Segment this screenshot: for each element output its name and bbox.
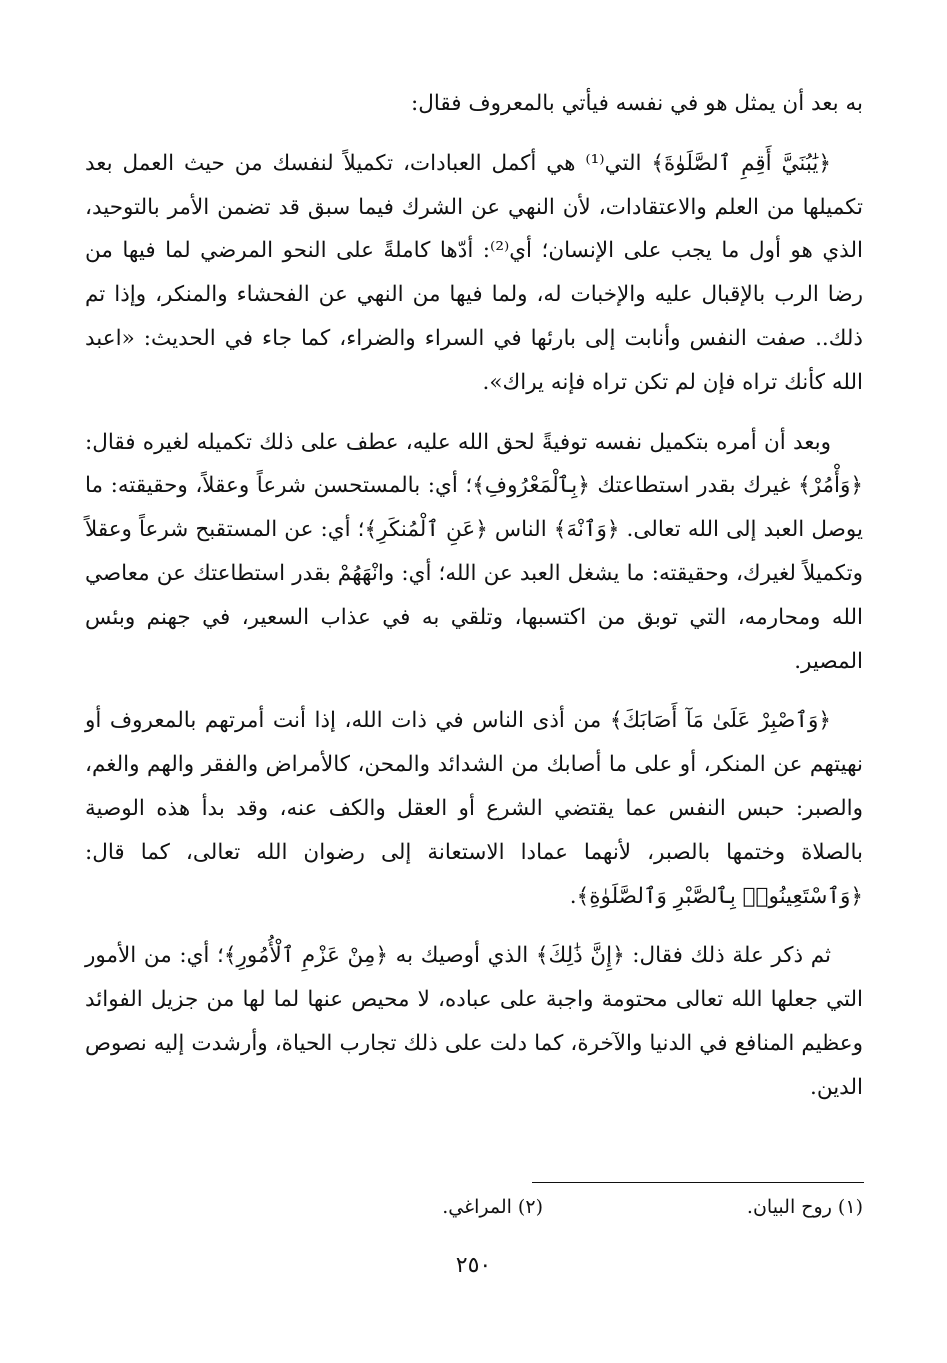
page-number: ٢٥٠: [455, 1253, 492, 1278]
paragraph-patience: ﴿وَٱصْبِرْ عَلَىٰ مَآ أَصَابَكَ﴾ من أذى الناس في ذات الله، إذا أنت أمرتهم بالمعروف أو نهيتهم عن المنكر، أو على ما أصابك من الشدائد والمحن، كالأمراض والفقر والهم والغم، والصبر: حبس النفس عما يقتضي الشرع أو العقل والكف عنه، وقد بدأ هذه الوصية بالصلاة وختمها بالصبر، لأنهما عمادا الاستعانة إلى رضوان الله تعالى، كما قال: ﴿وَٱسْتَعِينُوا۟ بِٱلصَّبْرِ وَٱلصَّلَوٰةِ﴾.: [85, 708, 863, 909]
footnote-1: (١) روح البيان.: [746, 1196, 863, 1218]
page-body: [85, 82, 863, 1110]
footnote-2: (٢) المراغي.: [442, 1196, 543, 1218]
paragraph-continuation: به بعد أن يمثل هو في نفسه فيأتي بالمعروف فقال:: [410, 91, 863, 116]
paragraph-enjoin-good: وبعد أن أمره بتكميل نفسه توفيةً لحق الله عليه، عطف على ذلك تكميله لغيره فقال: ﴿وَأْمُرْ﴾ غيرك بقدر استطاعتك ﴿بِٱلْمَعْرُوفِ﴾؛ أي: بالمستحسن شرعاً وعقلاً، وحقيقته: ما يوصل العبد إلى الله تعالى. ﴿وَٱنْهَ﴾ الناس ﴿عَنِ ٱلْمُنكَرِ﴾؛ أي: عن المستقبح شرعاً وعقلاً وتكميلاً لغيرك، وحقيقته: ما يشغل العبد عن الله؛ أي: وانْهَهُمْ بقدر استطاعتك عن معاصي الله ومحارمه، التي توبق من اكتسبها، وتلقي به في عذاب السعير، في جهنم وبئس المصير.: [85, 429, 863, 674]
footnote-separator: [532, 1182, 864, 1183]
paragraph-resolve: ثم ذكر علة ذلك فقال: ﴿إِنَّ ذَٰلِكَ﴾ الذي أوصيك به ﴿مِنْ عَزْمِ ٱلْأُمُورِ﴾؛ أي: من الأمور التي جعلها الله تعالى محتومة واجبة على عباده، لا محيص عنها لما لها من جزيل الفوائد وعظيم المنافع في الدنيا والآخرة، كما دلت على ذلك تجارب الحياة، وأرشدت إليه نصوص الدين.: [85, 943, 863, 1100]
paragraph-prayer: ﴿يَٰبُنَيَّ أَقِمِ ٱلصَّلَوٰةَ﴾ التي⁽¹⁾ هي أكمل العبادات، تكميلاً لنفسك من حيث العمل بعد تكميلها من العلم والاعتقادات، لأن النهي عن الشرك فيما سبق قد تضمن الأمر بالتوحيد، الذي هو أول ما يجب على الإنسان؛ أي⁽²⁾: أدّها كاملةً على النحو المرضي لما فيها من رضا الرب بالإقبال عليه والإخبات له، ولما فيها من النهي عن الفحشاء والمنكر، وإذا تم ذلك.. صفت النفس وأنابت إلى بارئها في السراء والضراء، كما جاء في الحديث: «اعبد الله كأنك تراه فإن لم تكن تراه فإنه يراك».: [85, 150, 863, 395]
